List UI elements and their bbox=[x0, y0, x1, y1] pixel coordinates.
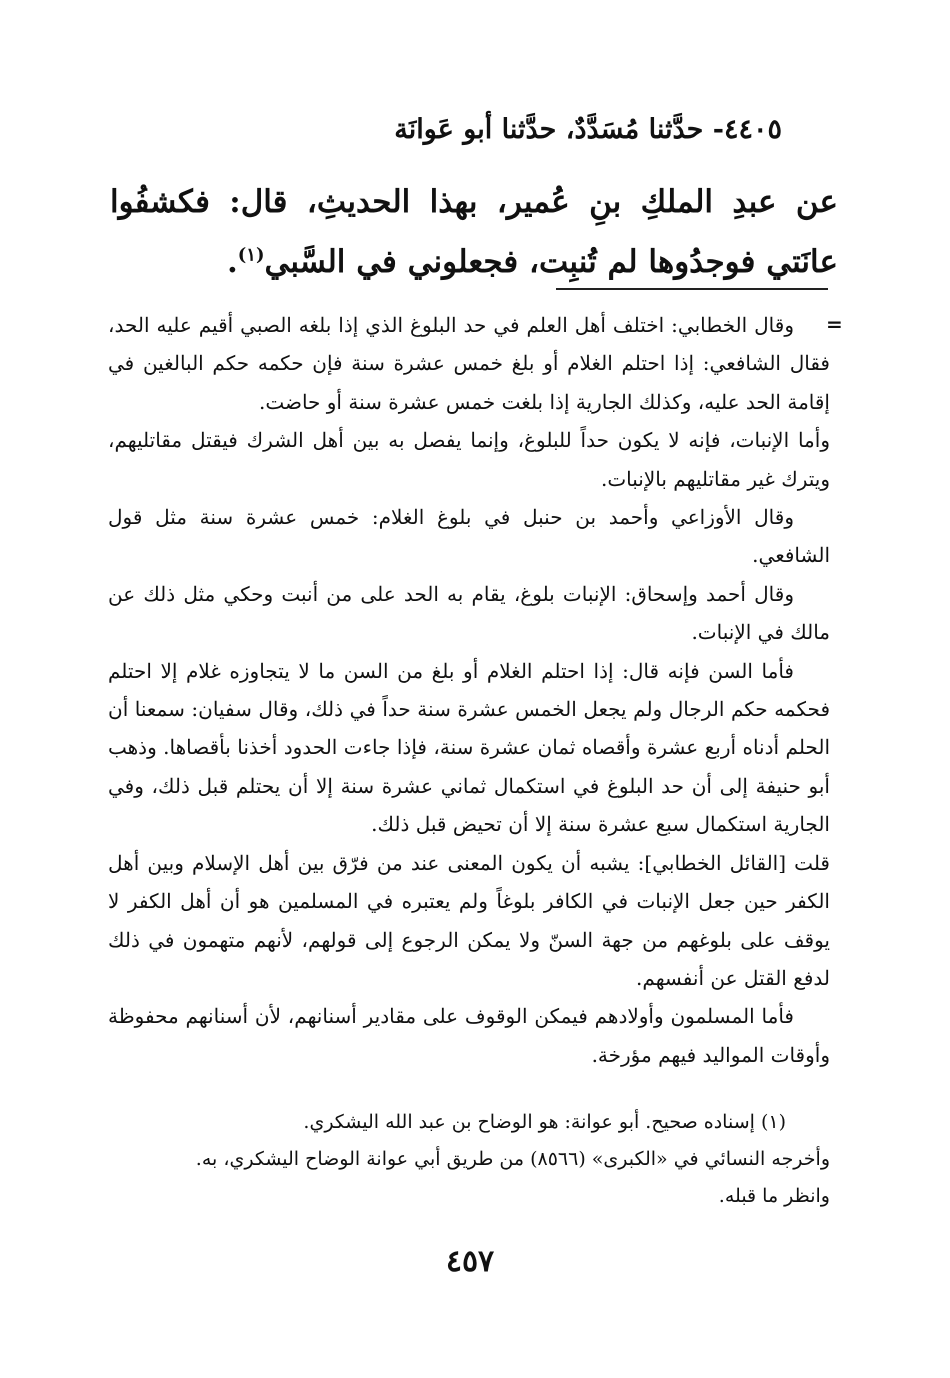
commentary-paragraph: فأما السن فإنه قال: إذا احتلم الغلام أو بلغ من السن ما لا يتجاوزه غلام إلا احتلم فحكمه حكم الرجال ولم يجعل الخمس عشرة سنة حداً في ذلك، وقال سفيان: سمعنا أن الحلم أدناه أربع عشرة وأقصاه ثمان عشرة سنة، فإذا جاءت الحدود أخذنا بأقصاها. وذهب أبو حنيفة إلى أن حد البلوغ في استكمال ثماني عشرة سنة إلا أن يحتلم قبل ذلك، وفي الجارية استكمال سبع عشرة سنة إلا أن تحيض قبل ذلك. bbox=[108, 658, 830, 837]
commentary-paragraph: وقال الخطابي: اختلف أهل العلم في حد البلوغ الذي إذا بلغه الصبي أقيم عليه الحد، فقال الشافعي: إذا احتلم الغلام أو بلغ خمس عشرة سنة فإن حكمه حكم البالغين في إقامة الحد عليه، وكذلك الجارية إذا بلغت خمس عشرة سنة أو حاضت. bbox=[108, 313, 830, 414]
commentary-paragraph: قلت [القائل الخطابي]: يشبه أن يكون المعنى عند من فرّق بين أهل الإسلام وبين أهل الكفر حين جعل الإنبات في الكافر بلوغاً ولم يعتبره في المسلمين هو أن أهل الكفر لا يوقف على بلوغهم من جهة السنّ ولا يمكن الرجوع إلى قولهم، لأنهم متهمون في ذلك لدفع القتل عن أنفسهم. bbox=[108, 850, 831, 990]
hadith-body: عن عبدِ الملكِ بنِ عُمير، بهذا الحديثِ، قال: فكشفُوا عانَتي فوجدُوها لم تُنبِت، فجعلوني في السَّبي bbox=[110, 184, 838, 280]
footnote-divider bbox=[556, 288, 828, 290]
continuation-mark: = bbox=[826, 312, 843, 336]
commentary-paragraph: فأما المسلمون وأولادهم فيمكن الوقوف على مقادير أسنانهم، لأن أسنانهم محفوظة وأوقات المواليد فيهم مؤرخة. bbox=[108, 1004, 830, 1067]
footnote-line: وانظر ما قبله. bbox=[718, 1185, 830, 1207]
footnotes-section bbox=[130, 1104, 830, 1215]
footnote-marker: (١) bbox=[237, 244, 265, 266]
hadith-text bbox=[110, 172, 838, 292]
commentary-paragraph: وقال الأوزاعي وأحمد بن حنبل في بلوغ الغلام: خمس عشرة سنة مثل قول الشافعي. bbox=[108, 505, 830, 568]
page-number: ٤٥٧ bbox=[445, 1244, 495, 1279]
commentary-section bbox=[108, 306, 830, 1074]
commentary-paragraph: وأما الإنبات، فإنه لا يكون حداً للبلوغ، وإنما يفصل به بين أهل الشرك فيقتل مقاتليهم، ويترك غير مقاتليهم بالإنبات. bbox=[108, 428, 830, 491]
commentary-paragraph: وقال أحمد وإسحاق: الإنبات بلوغ، يقام به الحد على من أنبت وحكي مثل ذلك عن مالك في الإنبات. bbox=[108, 581, 830, 645]
hadith-header: ٤٤٠٥- حدَّثنا مُسَدَّدٌ، حدَّثنا أبو عَوانَة bbox=[394, 114, 782, 145]
footnote-line: (١) إسناده صحيح. أبو عوانة: هو الوضاح بن عبد الله اليشكري. bbox=[303, 1111, 786, 1133]
hadith-end-mark: . bbox=[226, 244, 238, 280]
footnote-line: وأخرجه النسائي في «الكبرى» (٨٥٦٦) من طريق أبي عوانة الوضاح اليشكري، به. bbox=[195, 1148, 830, 1170]
